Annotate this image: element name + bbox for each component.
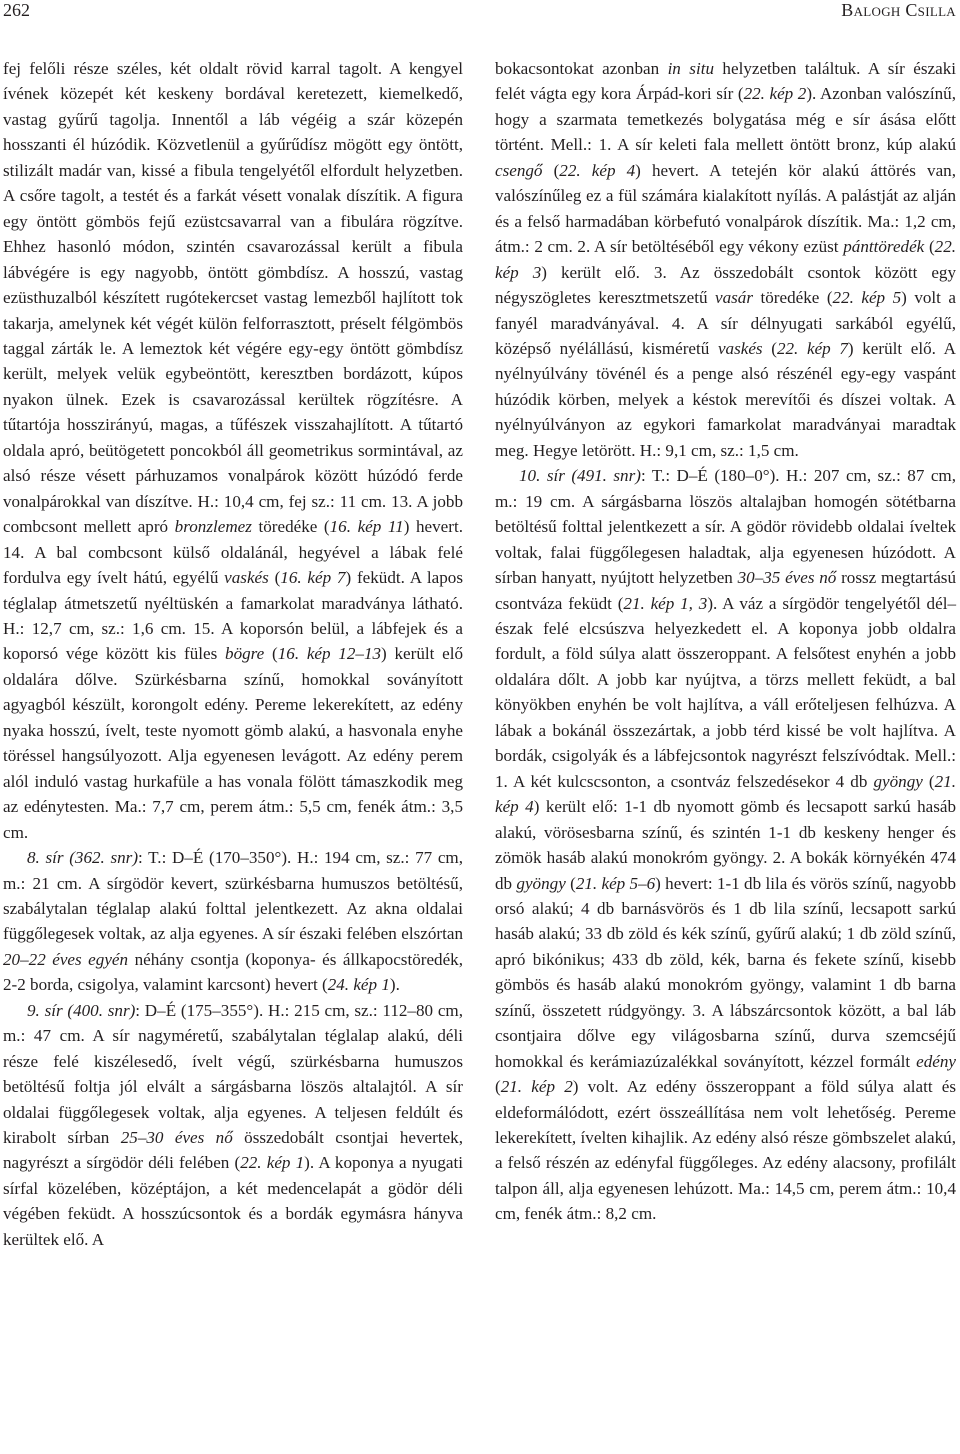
grave-10-entry: 10. sír (491. snr): T.: D–É (180–0°). H.: 207 cm, sz.: 87 cm, m.: 19 cm. A sárgásbarna löszös altalajban homogén sötétbarna betöltésű folttal jelentkezett a sír. A gödör rövidebb oldalai íveltek voltak, falai függőlegesen haladtak, alja egyenesen húzódott. A sírban hanyatt, nyújtott helyzetben 30–35 éves nő rossz megtartású csontváza feküdt (21. kép 1, 3). A váz a sírgödör tengelyétől dél–észak felé elcsúszva helyezkedett el. A koponya jobb oldalra fordult, a föld súlya alatt összeroppant. A felsőtest enyhén a jobb oldalára dőlt. A jobb kar nyújtva, a törzs mellett feküdt, a bal könyökben enyhén be volt hajlítva, a váll erőteljesen felhúzva. A lábak a bokánál összezártak, a jobb térd kissé be volt hajlítva. A bordák, csigolyák és a lábfejcsontok nagyrészt felszívódtak. Mell.: 1. A két kulcscsonton, a csontváz felszedésekor 4 db gyöngy (21. kép 4) került elő: 1-1 db nyomott gömb és lecsapott sarkú hasáb alakú, vörösesbarna színű, és szintén 1-1 db keskeny henger és zömök hasáb alakú monokróm gyöngy. 2. A bokák környékén 474 db gyöngy (21. kép 5–6) hevert: 1-1 db lila és vörös színű, nagyobb orsó alakú; 4 db barnásvörös és 1 db lila színű, lecsapott sarkú hasáb alakú; 33 db zöld és kék színű, gyűrű alakú; 1 db zöld színű, apró bikónikus; 433 db zöld, kék, barna és fekete színű, kisebb gömbös és hasáb alakú monokróm gyöngy, valamint 1 db barna színű, összetett rúdgyöngy. 3. A lábszárcsontok között, a bal láb csontjaira dőlve egy világosbarna színű, durva szemcséjű homokkal és kerámiazúzalékkal soványított, kézzel formált edény (21. kép 2) volt. Az edény összeroppant a föld súlya alatt és eldeformálódott, ezért összeállítása nem volt lehetőség. Pereme lekerekített, ívelten kihajlik. Az edény alsó része gömbszelet alakú, a felső részén az edényfal függőleges. Az edény alacsony, profilált talpon áll, alja egyenesen lehúzott. Ma.: 14,5 cm, perem átm.: 10,4 cm, fenék átm.: 8,2 cm. <box>495 466 957 1224</box>
running-head <box>0 0 960 30</box>
page-number: 262 <box>3 0 30 20</box>
paragraph: bokacsontokat azonban in situ helyzetben találtuk. A sír északi felét vágta egy kora Árpád-kori sír (22. kép 2). Azonban valószínű, hogy a szarmata temetkezés bolygatása még e sír ásása előtt történt. Mell.: 1. A sír keleti fala mellett öntött bronz, kúp alakú csengő (22. kép 4) hevert. A tetején kör alakú áttörés van, valószínűleg ez a fül számára kialakított nyílás. A palástját az alján és a felső harmadában körbefutó vonalpárok díszítik. Ma.: 1,2 cm, átm.: 2 cm. 2. A sír betöltéséből egy vékony ezüst pánttöredék (22. kép 3) került elő. 3. Az összedobált csontok között egy négyszögletes keresztmetszetű vasár töredéke (22. kép 5) volt a fanyél maradványával. 4. A sír délnyugati sarkából egyélű, középső nyélállású, kisméretű vaskés (22. kép 7) került elő. A nyélnyúlvány tövénél és a penge alsó részénél egy-egy vaspánt húzódik körben, melyek a késtok merevítői és díszei voltak. A nyélnyúlványon az egykori famarkolat maradványai maradtak meg. Hegye letörött. H.: 9,1 cm, sz.: 1,5 cm. <box>495 59 957 460</box>
left-column <box>3 56 463 1252</box>
right-column <box>495 56 956 1227</box>
paragraph: fej felőli része széles, két oldalt rövid karral tagolt. A kengyel ívének közepét két keskeny bordával keretezett, kiemelkedő, vastag gyűrű tagolja. Innentől a láb végéig a szár közepén hosszanti él húzódik. Közvetlenül a gyűrűdísz mögött egy öntött, stilizált madár van, kissé a fibula tengelyétől elfordult helyzetben. A csőre tagolt, a testét és a farkát vésett vonalak díszítik. A figura egy öntött gömbös fejű ezüstcsavarral van a fibulára rögzítve. Ehhez hasonló módon, szintén csavarozással került a fibula lábvégére is egy nagyobb, öntött gömbdísz. A hosszú, vastag ezüsthuzalból készített rugótekercset vastag lemezből hajlított tok takarja, amelynek két végét külön felforrasztott, préselt félgömbös taggal zárták le. A lemeztok két végére egy-egy öntött gömbdísz került, melyek velük egybeöntött, keresztben bordázott, kúpos nyakon ülnek. Ezek is csavarozással kerültek rögzítésre. A tűtartója hosszirányú, magas, a tűfészek visszahajlított. A tűtartó oldala apró, beütögetett poncokból áll geometrikus sormintával, az alsó része vésett párhuzamos vonalpárok között húzódó ferde vonalpárokkal van díszítve. H.: 10,4 cm, fej sz.: 11 cm. 13. A jobb combcsont mellett apró bronzlemez töredéke (16. kép 11) hevert. 14. A bal combcsont külső oldalánál, hegyével a lábak felé fordulva egy ívelt hátú, egyélű vaskés (16. kép 7) feküdt. A lapos téglalap átmetszetű nyéltüskén a famarkolat maradványa látható. H.: 12,7 cm, sz.: 1,6 cm. 15. A koporsón belül, a lábfejek és a koporsó vége között kis füles bögre (16. kép 12–13) került elő oldalára dőlve. Szürkésbarna színű, homokkal soványított agyagból készült, korongolt edény. Pereme lekerekített, az edény nyaka hosszú, ívelt, teste nyomott gömb alakú, a hasvonala enyhe töréssel hangsúlyozott. Alja egyenesen levágott. Az edény perem alól induló vastag hurkafüle a has vonala fölött támaszkodik meg az edénytesten. Ma.: 7,7 cm, perem átm.: 5,5 cm, fenék átm.: 3,5 cm. <box>3 59 463 842</box>
running-head-author: Balogh Csilla <box>841 0 956 20</box>
grave-9-entry: 9. sír (400. snr): D–É (175–355°). H.: 215 cm, sz.: 112–80 cm, m.: 47 cm. A sír nagyméretű, szabálytalan téglalap alakú, déli része felé kiszélesedő, ívelt végű, szürkésbarna humuszos betöltésű foltja jól elvált a sárgásbarna löszös altalajtól. A sír oldalai függőlegesek voltak, alja egyenes. A teljesen feldúlt és kirabolt sírban 25–30 éves nő összedobált csontjai hevertek, nagyrészt a sírgödör déli felében (22. kép 1). A koponya a nyugati sírfal közelében, középtájon, a két medencelapát a gödör déli végében feküdt. A hosszúcsontok és a bordák egymásra hányva kerültek elő. A <box>3 1000 463 1249</box>
grave-8-entry: 8. sír (362. snr): T.: D–É (170–350°). H.: 194 cm, sz.: 77 cm, m.: 21 cm. A sírgödör kevert, szürkésbarna humuszos betöltésű, szabálytalan téglalap alakú folttal jelentkezett. Az akna oldalai függőlegesek voltak, az alja egyenes. A sír északi felében elszórtan 20–22 éves egyén néhány csontja (koponya- és állkapocstöredék, 2-2 borda, csigolya, valamint karcsont) hevert (24. kép 1). <box>3 848 463 995</box>
